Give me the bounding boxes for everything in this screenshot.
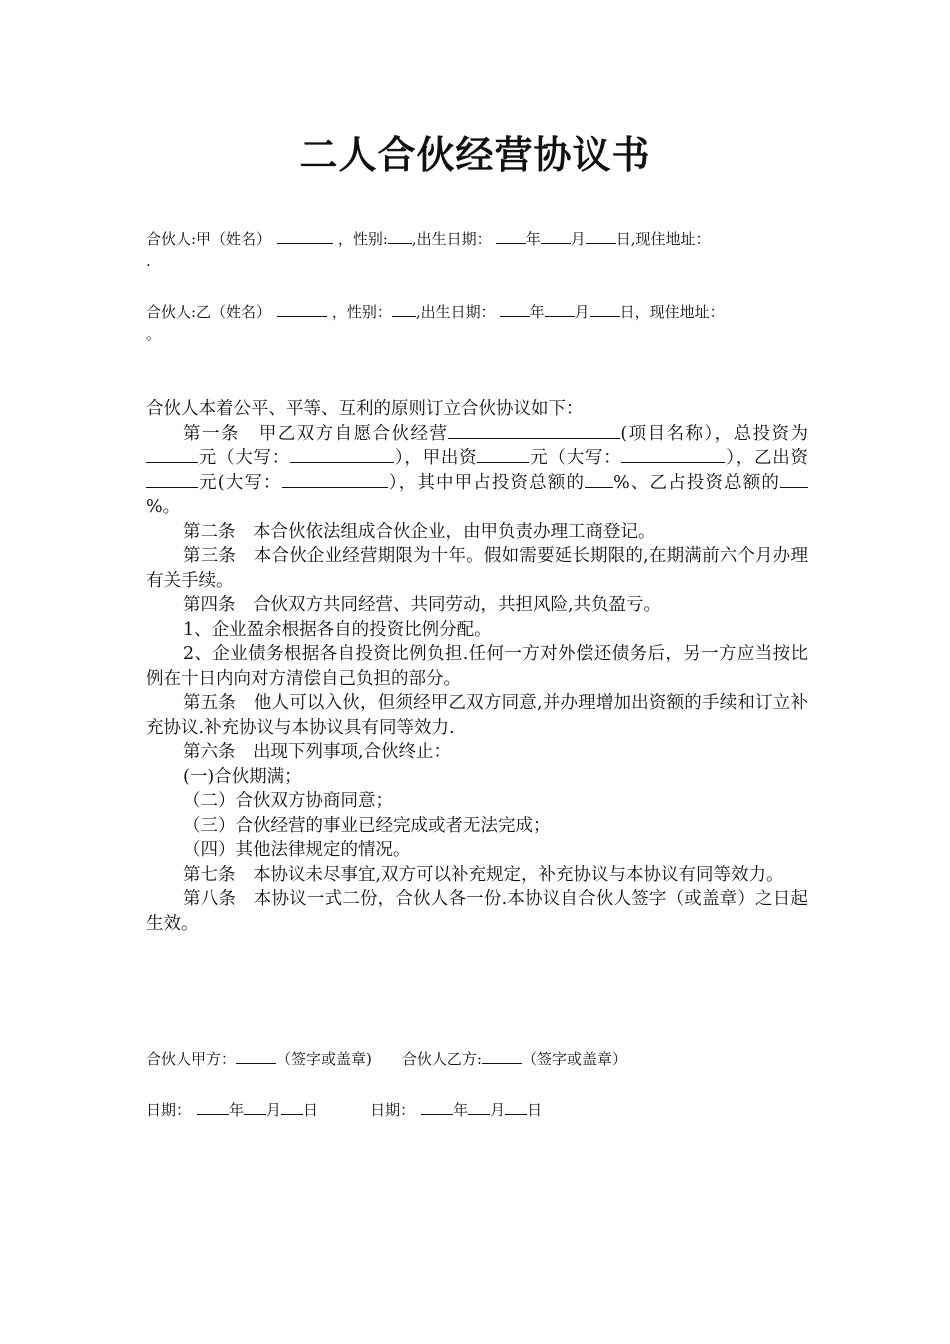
party-a-share-blank[interactable] xyxy=(585,471,613,488)
party-b-year-label: 年 xyxy=(529,303,545,321)
party-b-share-blank[interactable] xyxy=(780,471,808,488)
party-a-date-day-blank[interactable] xyxy=(281,1098,303,1115)
article-1-text-f: ），乙出资 xyxy=(725,448,809,468)
party-a-name-blank[interactable] xyxy=(277,227,333,244)
party-a-birth-label: ,出生日期： xyxy=(411,230,492,248)
party-a-year-label: 年 xyxy=(525,230,541,248)
article-4-clause-2: 2、企业债务根据各自投资比例负担.任何一方对外偿还债务后，另一方应当按比例在十日内向对方清偿自己负担的部分。 xyxy=(146,644,808,689)
party-b-investment-words-blank[interactable] xyxy=(282,471,388,488)
party-a-investment-blank[interactable] xyxy=(477,446,529,463)
party-a-signature-blank[interactable] xyxy=(236,1047,276,1064)
party-b-date-year-label: 年 xyxy=(453,1101,469,1119)
party-a-month-label: 月 xyxy=(570,230,586,248)
party-b-day-blank[interactable] xyxy=(590,300,620,317)
article-1-text-g: 元(大写： xyxy=(198,472,282,493)
total-investment-words-blank[interactable] xyxy=(290,446,394,463)
party-a-month-blank[interactable] xyxy=(541,227,571,244)
article-1-text-d: ），甲出资 xyxy=(394,448,478,468)
article-3: 第三条 本合伙企业经营期限为十年。假如需要延长期限的,在期满前六个月办理有关手续。 xyxy=(146,546,808,591)
article-1-text-h: ），其中甲占投资总额的 xyxy=(387,472,586,493)
article-6-item: (一)合伙期满； xyxy=(183,766,302,787)
intro-paragraph: 合伙人本着公平、平等、互利的原则订立合伙协议如下： xyxy=(146,399,584,419)
party-b-month-blank[interactable] xyxy=(545,300,575,317)
article-6: 第六条 出现下列事项,合伙终止： xyxy=(183,742,452,762)
document-title: 二人合伙经营协议书 xyxy=(299,133,651,177)
article-1-text-j: %。 xyxy=(146,497,181,517)
party-a-address-label: 日,现住地址： xyxy=(615,230,711,248)
article-1-text-a: 第一条 甲乙双方自愿合伙经营 xyxy=(183,423,449,444)
party-b-date-day-blank[interactable] xyxy=(505,1098,527,1115)
total-investment-blank[interactable] xyxy=(146,446,198,463)
party-a-address-line: . xyxy=(146,252,151,270)
party-a-date-label: 日期： xyxy=(146,1101,192,1119)
party-b-date-month-blank[interactable] xyxy=(468,1098,490,1115)
party-b-info xyxy=(146,300,816,345)
signature-line xyxy=(146,1047,627,1069)
article-1 xyxy=(146,422,808,520)
article-1-text-e: 元（大写： xyxy=(529,448,622,468)
party-b-birth-label: ,出生日期： xyxy=(415,303,496,321)
party-a-year-blank[interactable] xyxy=(496,227,526,244)
party-b-month-label: 月 xyxy=(574,303,590,321)
article-7: 第七条 本协议未尽事宜,双方可以补充规定，补充协议与本协议有同等效力。 xyxy=(183,864,784,885)
party-b-year-blank[interactable] xyxy=(500,300,530,317)
party-b-gender-label: ，性别： xyxy=(331,303,392,321)
article-2: 第二条 本合伙依法组成合伙企业，由甲负责办理工商登记。 xyxy=(183,521,656,542)
party-b-address-line: 。 xyxy=(146,325,162,343)
party-b-name-label: 合伙人:乙（姓名） xyxy=(146,303,272,321)
article-6-item: （三）合伙经营的事业已经完成或者无法完成； xyxy=(183,815,551,836)
date-line xyxy=(146,1098,542,1120)
article-1-text-i: %、乙占投资总额的 xyxy=(613,472,780,493)
article-6-item: （四）其他法律规定的情况。 xyxy=(183,840,411,860)
article-4-clause-1: 1、企业盈余根据各自的投资比例分配。 xyxy=(183,619,492,640)
party-b-signature-note: （签字或盖章） xyxy=(521,1050,627,1068)
party-a-investment-words-blank[interactable] xyxy=(621,446,725,463)
party-b-date-month-label: 月 xyxy=(490,1101,506,1119)
agreement-body xyxy=(146,397,808,936)
party-a-date-month-blank[interactable] xyxy=(244,1098,266,1115)
party-a-date-month-label: 月 xyxy=(266,1101,282,1119)
article-8: 第八条 本协议一式二份，合伙人各一份.本协议自合伙人签字（或盖章）之日起生效。 xyxy=(146,889,808,934)
party-a-day-blank[interactable] xyxy=(586,227,616,244)
party-a-name-label: 合伙人:甲（姓名） xyxy=(146,230,272,248)
article-5: 第五条 他人可以入伙，但须经甲乙双方同意,并办理增加出资额的手续和订立补充协议.补充协议与本协议具有同等效力. xyxy=(146,693,808,738)
party-a-gender-label: ，性别: xyxy=(337,230,388,248)
party-a-date-day-label: 日 xyxy=(303,1101,319,1119)
party-b-name-blank[interactable] xyxy=(277,300,327,317)
article-6-item: （二）合伙双方协商同意； xyxy=(183,791,393,811)
article-1-text-b: (项目名称），总投资为 xyxy=(620,423,809,444)
article-4: 第四条 合伙双方共同经营、共同劳动，共担风险,共负盈亏。 xyxy=(183,595,662,615)
party-b-investment-blank[interactable] xyxy=(146,471,198,488)
party-b-signature-blank[interactable] xyxy=(482,1047,522,1064)
article-1-text-c: 元（大写： xyxy=(198,448,291,468)
party-b-date-day-label: 日 xyxy=(527,1101,543,1119)
party-a-signature-note: （签字或盖章) xyxy=(276,1050,372,1068)
party-b-date-label: 日期： xyxy=(370,1101,416,1119)
party-a-date-year-label: 年 xyxy=(229,1101,245,1119)
party-b-date-year-blank[interactable] xyxy=(421,1098,453,1115)
party-b-signature-label: 合伙人乙方: xyxy=(401,1050,482,1068)
party-b-gender-blank[interactable] xyxy=(392,300,416,317)
party-a-info xyxy=(146,227,816,272)
party-a-gender-blank[interactable] xyxy=(388,227,412,244)
project-name-blank[interactable] xyxy=(448,422,620,439)
party-a-date-year-blank[interactable] xyxy=(197,1098,229,1115)
party-b-address-label: 日，现住地址： xyxy=(619,303,725,321)
party-a-signature-label: 合伙人甲方： xyxy=(146,1050,237,1068)
